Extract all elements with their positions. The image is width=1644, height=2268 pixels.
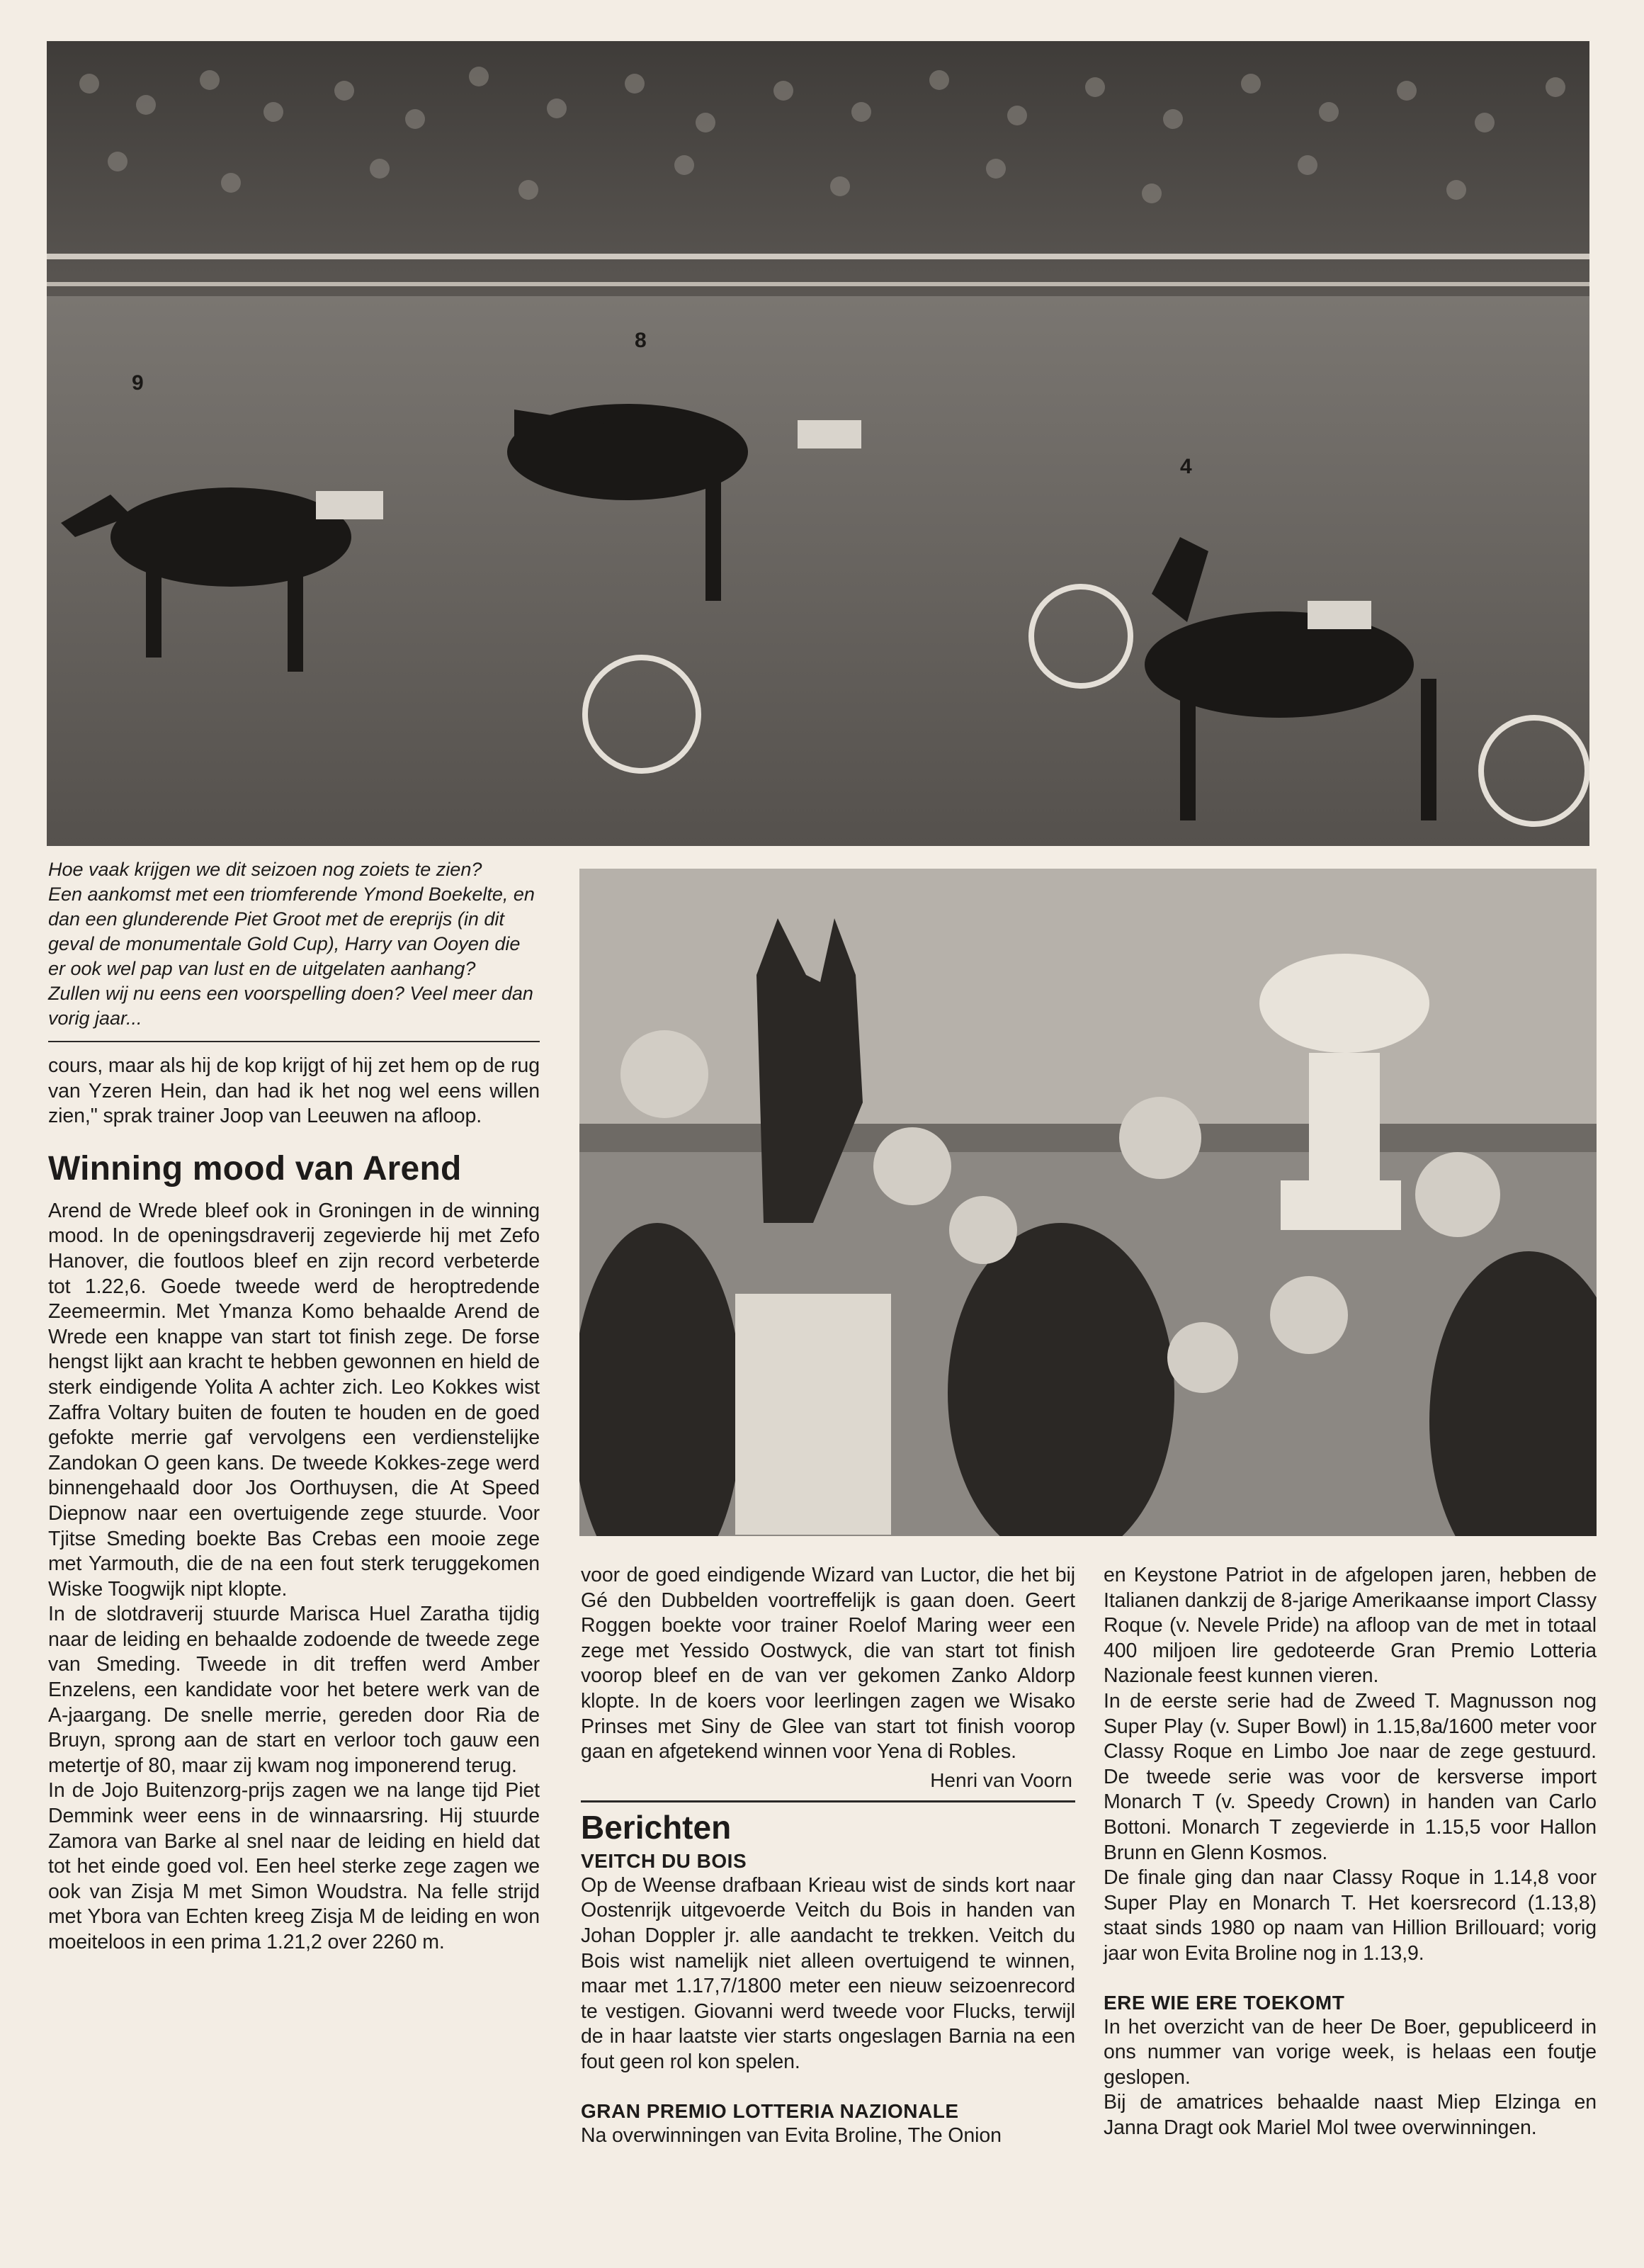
race-photo-graphic xyxy=(47,41,1589,846)
veitch-subhead: VEITCH DU BOIS xyxy=(581,1849,747,1872)
gran-premio-text: Na overwinningen van Evita Broline, The Onion xyxy=(581,2123,1002,2147)
article-headline: Winning mood van Arend xyxy=(48,1149,462,1187)
photo-caption xyxy=(48,857,540,1031)
left-paragraph-2: In de slotdraverij stuurde Marisca Huel Zaratha tijdig naar de leiding en behaalde zodoende de tweede zege van Smeding. Tweede in dit treffen werd Amber Enzelens, een kandidate voor het betere werk van de A-jaargang. De snelle merrie, gereden door Ria de Bruyn, sprong aan de start en verloor toch gauw een metertje of 80, maar zij kwam nog imponerend terug. xyxy=(48,1603,540,1777)
berichten-divider xyxy=(581,1800,1075,1802)
ceremony-photo xyxy=(579,869,1597,1536)
spacer xyxy=(1104,1967,1597,1991)
caption-divider xyxy=(48,1041,540,1042)
left-paragraph-3: In de Jojo Buitenzorg-prijs zagen we na lange tijd Piet Demmink weer eens in de winnaarsring. Hij stuurde Zamora van Barke al snel naar de leiding en hield dat tot het einde goed vol. Een heel sterke zege zagen we ook van Zisja M met Simon Woudstra. Na felle strijd met Ybora van Echten kreeg Zisja M de leiding en won moeiteloos in een prima 1.21,2 over 2260 m. xyxy=(48,1779,540,1953)
ceremony-photo-graphic xyxy=(579,869,1597,1536)
author-signature: Henri van Voorn xyxy=(930,1768,1072,1791)
caption-line-3: Zullen wij nu eens een voorspelling doen? Veel meer dan vorig jaar... xyxy=(48,983,533,1029)
saddle-number-4: 4 xyxy=(1180,455,1192,478)
berichten-title: Berichten xyxy=(581,1808,732,1846)
saddle-number-9: 9 xyxy=(132,371,144,395)
saddle-number-8: 8 xyxy=(635,329,647,352)
gran-premio-subhead: GRAN PREMIO LOTTERIA NAZIONALE xyxy=(581,2099,959,2122)
right-column xyxy=(1104,1563,1597,2140)
middle-column xyxy=(581,1563,1075,2148)
left-paragraph-1: Arend de Wrede bleef ook in Groningen in de winning mood. In de openingsdraverij zegevierde hij met Zefo Hanover, die foutloos bleef en zijn record verbeterde tot 1.22,6. Goede tweede werd de heroptredende Zeemeermin. Met Ymanza Komo behaalde Arend de Wrede een knappe van start tot finish zege. De forse hengst lijkt aan kracht te hebben gewonnen en hield de sterk eindigende Yolita A achter zich. Leo Kokkes wist Zaffra Voltary buiten de fouten te houden en de goed gefokte merrie gaf vervolgens een verdienstelijke Zandokan O geen kans. De tweede Kokkes-zege werd binnengehaald door Jos Oorthuysen, die At Speed Diepnow naar een overtuigende zege stuurde. Voor Tjitse Smeding boekte Bas Crebas een mooie zege met Yarmouth, die de na een fout sterk teruggekomen Wiske Toogwijk nipt klopte. xyxy=(48,1199,540,1601)
right-paragraph-3: De finale ging dan naar Classy Roque in 1.14,8 voor Super Play en Monarch T. Het koersrecord (1.13,8) staat sinds 1980 op naam van Hillion Brillouard; vorig jaar won Evita Broline nog in 1.13,9. xyxy=(1104,1866,1597,1965)
ere-subhead: ERE WIE ERE TOEKOMT xyxy=(1104,1991,1345,2014)
middle-continuation-text: voor de goed eindigende Wizard van Luctor, die het bij Gé den Dubbelden voortreffelijk is gaan doen. Geert Roggen boekte voor trainer Roelof Maring weer een zege met Yessido Oostwyck, die van start tot finish voorop bleef en de van ver gekomen Zanko Aldorp klopte. In de koers voor leerlingen zagen we Wisako Prinses met Siny de Glee van start tot finish voorop gaan en afgetekend winnen voor Yena di Robles. xyxy=(581,1564,1075,1764)
race-photo xyxy=(47,41,1589,846)
ere-paragraph-2: Bij de amatrices behaalde naast Miep Elzinga en Janna Dragt ook Mariel Mol twee overwinningen. xyxy=(1104,2091,1597,2139)
caption-line-1: Hoe vaak krijgen we dit seizoen nog zoiets te zien? xyxy=(48,859,482,880)
veitch-text: Op de Weense drafbaan Krieau wist de sinds kort naar Oostenrijk uitgevoerde Veitch du Bois in handen van Johan Doppler jr. alle aandacht te trekken. Veitch du Bois wist namelijk niet alleen overtuigend te winnen, maar met 1.17,7/1800 meter een nieuw seizoenrecord te vestigen. Giovanni werd tweede voor Flucks, terwijl de in haar laatste vier starts ongeslagen Barnia na een fout geen rol kon spelen. xyxy=(581,1873,1075,2073)
left-column xyxy=(48,857,540,1956)
caption-line-2: Een aankomst met een triomferende Ymond Boekelte, en dan een glunderende Piet Groot met de ereprijs (in dit geval de monumentale Gold Cup), Harry van Ooyen die er ook wel pap van lust en de uitgelaten aanhang? xyxy=(48,884,535,979)
right-paragraph-1: en Keystone Patriot in de afgelopen jaren, hebben de Italianen dankzij de 8-jarige Amerikaanse import Classy Roque (v. Nevele Pride) na afloop van de met in totaal 400 miljoen lire gedoteerde Gran Premio Lotteria Nazionale feest kunnen vieren. xyxy=(1104,1564,1597,1688)
spacer xyxy=(581,2075,1075,2099)
right-paragraph-2: In de eerste serie had de Zweed T. Magnusson nog Super Play (v. Super Bowl) in 1.15,8a/1600 meter voor Classy Roque en Limbo Joe naar de zege gestuurd. De tweede serie was voor de kersverse import Monarch T (v. Speedy Crown) in handen van Carlo Bottoni. Monarch T zegevierde in 1.15,5 voor Hallon Brunn en Glenn Kosmos. xyxy=(1104,1689,1597,1864)
ere-paragraph-1: In het overzicht van de heer De Boer, gepubliceerd in ons nummer van vorige week, is helaas een foutje geslopen. xyxy=(1104,2015,1597,2089)
left-intro-text: cours, maar als hij de kop krijgt of hij zet hem op de rug van Yzeren Hein, dan had ik het nog wel eens willen zien," sprak trainer Joop van Leeuwen na afloop. xyxy=(48,1054,540,1128)
